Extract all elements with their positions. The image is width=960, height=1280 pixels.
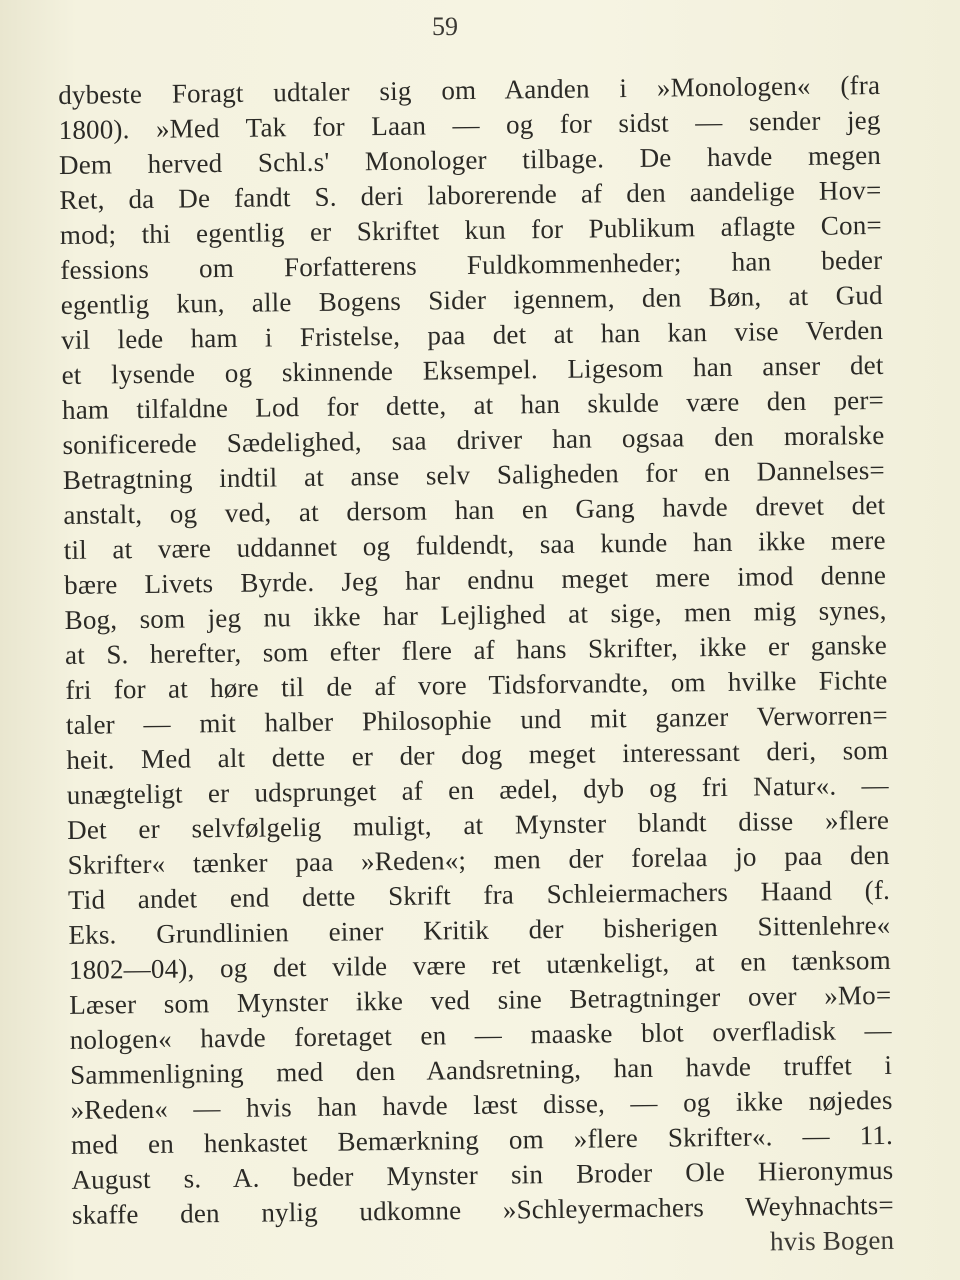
text-line: fri for at høre til de af vore Tidsforvandte, om hvilke Fichte: [65, 664, 888, 705]
text-line: hvis Bogen: [769, 1224, 895, 1257]
text-line: unægteligt er udsprunget af en ædel, dyb og fri Natur«. —: [66, 769, 889, 810]
text-line: anstalt, og ved, at dersom han en Gang havde drevet det: [63, 489, 886, 530]
text-line: skaffe den nylig udkomne »Schleyermachers Weyhnachts=: [71, 1189, 895, 1230]
text-line: fessions om Forfatterens Fuldkommenheder; han beder: [60, 244, 883, 285]
text-line: bære Livets Byrde. Jeg har endnu meget mere imod denne: [64, 559, 887, 600]
text-line: 1800). »Med Tak for Laan — og for sidst — sender jeg: [58, 104, 881, 145]
text-line: Skrifter« tænker paa »Reden«; men der forelaa jo paa den: [67, 839, 890, 880]
page-number: 59: [432, 12, 458, 41]
text-line: Eks. Grundlinien einer Kritik der bisherigen Sittenlehre«: [68, 909, 891, 950]
text-line: mod; thi egentlig er Skriftet kun for Publikum aflagte Con=: [59, 209, 883, 250]
text-line: Sammenligning med den Aandsretning, han havde truffet i: [69, 1049, 893, 1090]
text-line: sonificerede Sædelighed, saa driver han ogsaa den moralske: [62, 419, 885, 460]
text-line: 1802—04), og det vilde være ret utænkeligt, at en tænksom: [68, 944, 892, 985]
text-line: Læser som Mynster ikke ved sine Betragtninger over »Mo=: [69, 979, 892, 1020]
text-line: Betragtning indtil at anse selv Saligheden for en Dannelses=: [62, 454, 886, 495]
text-line: taler — mit halber Philosophie und mit ganzer Verworren=: [65, 699, 889, 740]
text-line: vil lede ham i Fristelse, paa det at han kan vise Verden: [61, 314, 884, 355]
text-line: Det er selvfølgelig muligt, at Mynster blandt disse »flere: [67, 804, 890, 845]
text-line: et lysende og skinnende Eksempel. Ligesom han anser det: [61, 349, 884, 390]
text-line: heit. Med alt dette er der dog meget interessant deri, som: [66, 734, 889, 775]
text-line: Ret, da De fandt S. deri laborerende af den aandelige Hov=: [59, 174, 882, 215]
text-line: nologen« havde foretaget en — maaske blot overfladisk —: [69, 1014, 892, 1055]
text-line: Tid andet end dette Skrift fra Schleiermachers Haand (f.: [67, 874, 891, 915]
text-line: med en henkastet Bemærkning om »flere Skrifter«. — 11.: [70, 1119, 894, 1160]
text-line: Bog, som jeg nu ikke har Lejlighed at sige, men mig synes,: [64, 594, 887, 635]
text-line: »Reden« — hvis han havde læst disse, — og ikke nøjedes: [70, 1084, 893, 1125]
text-line: at S. herefter, som efter flere af hans Skrifter, ikke er ganske: [64, 629, 888, 670]
text-line: Dem herved Schl.s' Monologer tilbage. De havde megen: [58, 139, 882, 180]
text-line: August s. A. beder Mynster sin Broder Ole Hieronymus: [71, 1154, 894, 1195]
text-line: til at være uddannet og fuldendt, saa kunde han ikke mere: [63, 524, 886, 565]
text-line: egentlig kun, alle Bogens Sider igennem, den Bøn, at Gud: [60, 279, 883, 320]
body-text: [58, 68, 894, 1268]
text-line: dybeste Foragt udtaler sig om Aanden i »Monologen« (fra: [58, 69, 881, 110]
text-line: ham tilfaldne Lod for dette, at han skulde være den per=: [61, 384, 885, 425]
